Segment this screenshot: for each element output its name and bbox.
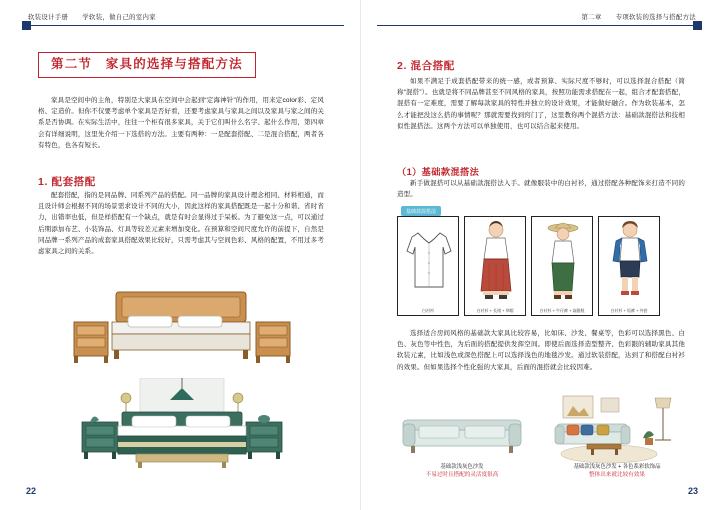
styled-room-illustration (547, 392, 687, 468)
right-body-text-2 (397, 178, 685, 202)
right-runhead-chapter: 第二章 (581, 14, 602, 21)
sofa-caption: 基础款浅灰色沙发 (440, 464, 484, 470)
figure-white-shirt-caption: 白衬衫 (422, 308, 434, 313)
figure-white-shirt (397, 216, 459, 316)
outfit-2-drawing (532, 217, 593, 301)
figure-outfit-1-caption: 白衬衫 + 长裙 + 草帽 (476, 308, 514, 313)
shirt-figure-row (397, 216, 660, 316)
left-runhead-sub: 学软装，做自己的室内家 (82, 14, 156, 21)
room-note: 整体出来就比较有效果 (589, 472, 645, 478)
left-body-text (38, 190, 324, 259)
right-folio: 23 (687, 486, 698, 496)
figure-outfit-2-caption: 白衬衫 + 牛仔裤 + 高跟鞋 (539, 308, 585, 313)
right-subhead2: （1）基础款混搭法 (397, 167, 480, 177)
left-body-paragraph: 配套搭配，指的是同品牌、同系列产品的搭配。同一品牌的家具设计理念相同、材料相通，而且设计师会根据不同的场景需求设计不同的大小，因此这样的家具搭配既是一起十分和谐、省时省力，出错率也低，但是样搭配有一个缺点，就是有时会显得过于呆板。为了避免这一点，可以通过后期添加布艺、小装饰品、灯具等较差元素来增加变化。在预算和空间尺度允许的前提下，自然是同品牌一系列产品的成套家具搭配效果比较好，只需考虑其与空间色彩、风格的配置，不用过多考虑家具之间的关系。 (38, 192, 324, 256)
figure-outfit-2 (531, 216, 593, 316)
right-body-paragraph-3: 选择适合房间风格的基础款大家具比较容易，比如床、沙发、餐桌等，色彩可以选择黑色、白色、灰色等中性色，为后面的搭配提供发挥空间。即使后面选择造型整齐、色彩跟的辅助家具其他软装元素，比如浅色或深色搭配上可以选择浅色的地毯沙发。通过软装搭配，达到了和搭配白衬衫的效果。但如果选择个性化强的大家具，后面的混搭就会比较因难。 (397, 330, 685, 371)
left-intro-paragraph: 家具是空间中的主角，特别是大家具在空间中会起到“定海神针”的作用，用来定color彩、定风格、定造价。但你不仅要考虑单个家具是否好看，还要考虑家具与家具之间以及家具与家之间的关系是否协调。在实际生活中，往往一个柜有很多家具，关于它们叫什么名字、起什么作用，第四章会有详细说明，这里先介绍一下选搭的方法。主要有两种：一是配套搭配、二是混合搭配，两者各有特色，也各有短长。 (38, 97, 324, 149)
outfit-3-drawing (599, 217, 660, 301)
basic-style-badge: 基础款混搭法 (401, 206, 441, 216)
right-page (361, 0, 722, 510)
right-runhead-sub: 专项软装的选择与搭配方法 (615, 14, 696, 21)
green-bedroom-illustration (66, 378, 298, 476)
left-runhead-title: 软装设计手册 (28, 14, 69, 21)
left-subhead: 1. 配套搭配 (38, 176, 96, 188)
figure-outfit-1 (464, 216, 526, 316)
grey-sofa-illustration (397, 404, 527, 466)
right-subhead-wrap (397, 56, 455, 74)
left-head-rule (22, 25, 344, 26)
section-title-wrap (38, 52, 256, 78)
room-caption: 基础款浅灰色沙发 + 各色系彩软饰品 (573, 464, 661, 470)
right-body-text-3 (397, 328, 685, 375)
white-shirt-drawing (398, 217, 459, 305)
left-folio: 22 (26, 486, 37, 496)
outfit-1-drawing (465, 217, 526, 301)
right-head-rule (377, 25, 702, 26)
right-body-paragraph-2: 新手做混搭可以从基础款混搭法入手。就像服装中的白衬衫，通过搭配各种配饰来打造不同的造型。 (397, 180, 685, 199)
figure-outfit-3 (598, 216, 660, 316)
left-running-head (28, 12, 156, 21)
sofa-note: 不易过时且搭配的灵活度很高 (425, 472, 499, 478)
right-body-text-1 (397, 76, 685, 134)
figure-outfit-3-caption: 白衬衫 + 短裤 + 外套 (610, 308, 648, 313)
section-title: 第二节 家具的选择与搭配方法 (38, 52, 256, 78)
left-subhead-wrap (38, 172, 96, 190)
right-body-paragraph-1: 如果不满足于成套搭配带来的统一感，或者预算、实际尺度不够时，可以选择混合搭配（简称“混搭”）。也就是将不同品牌甚至不同风格的家具，按照功能需求搭配在一起，组合才配套搭配，混搭有一定难度，需要了解每款家具的特性并独立的设计效果，才能做好融合。作为软装基本，怎么才能把没这么搭的事情呢？那就需要找到窍门了，这里教你两个混搭方法：基础款混搭法和技相似性混搭法。这两个方法可以单独使用，也可以结合起来使用。 (397, 78, 685, 130)
right-running-head (581, 12, 696, 21)
wooden-bed-illustration (72, 282, 292, 374)
left-intro-text (38, 95, 324, 153)
right-subhead: 2. 混合搭配 (397, 60, 455, 72)
